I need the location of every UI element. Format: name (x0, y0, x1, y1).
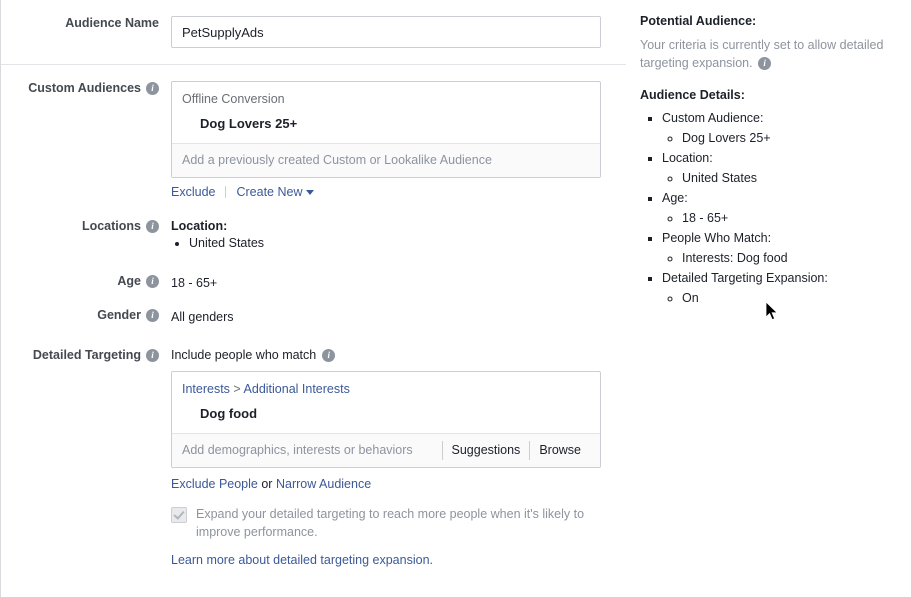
detailed-targeting-input-placeholder: Add demographics, interests or behaviors (182, 443, 413, 457)
or-text: or (261, 477, 273, 491)
custom-audiences-box (171, 81, 601, 178)
expansion-checkbox[interactable] (171, 507, 187, 523)
breadcrumb-leaf[interactable]: Additional Interests (243, 382, 350, 396)
age-row (1, 252, 626, 292)
narrow-audience-link[interactable]: Narrow Audience (275, 477, 372, 491)
info-icon[interactable]: i (146, 275, 159, 288)
location-title: Location: (171, 219, 228, 233)
gender-value: All genders (171, 310, 234, 324)
potential-audience-note-text: Your criteria is currently set to allow detailed targeting expansion. (640, 38, 884, 70)
info-icon[interactable]: i (146, 220, 159, 233)
audience-name-label (1, 16, 171, 30)
detailed-targeting-label-text: Detailed Targeting (32, 348, 141, 362)
locations-label (1, 219, 171, 233)
audience-name-input[interactable] (171, 16, 601, 48)
info-icon[interactable]: i (322, 349, 335, 362)
expansion-row (171, 505, 601, 541)
gender-row (1, 292, 626, 326)
locations-label-text: Locations (81, 219, 141, 233)
detailed-targeting-input-actions (442, 441, 591, 460)
breadcrumb-separator: > (233, 382, 241, 396)
suggestions-button[interactable]: Suggestions (442, 441, 530, 460)
audience-details-list (640, 108, 902, 308)
list-item (662, 228, 902, 268)
detailed-targeting-breadcrumb (182, 382, 590, 396)
include-people-label (171, 348, 614, 362)
detailed-targeting-selected (172, 372, 600, 433)
gender-label (1, 308, 171, 322)
detail-sublist (662, 168, 902, 188)
breadcrumb-root[interactable]: Interests (182, 382, 230, 396)
info-icon[interactable]: i (146, 309, 159, 322)
list-item: • United States (189, 235, 614, 252)
learn-more-link[interactable]: Learn more about detailed targeting expansion. (171, 553, 433, 567)
gender-value-wrap (171, 308, 614, 326)
custom-audience-group-label: Offline Conversion (182, 92, 285, 106)
locations-value-wrap (171, 219, 614, 252)
age-value-wrap (171, 274, 614, 292)
audience-name-label-text: Audience Name (65, 16, 159, 30)
list-item: ◦ United States (682, 168, 902, 188)
list-item (662, 148, 902, 188)
audience-name-field-wrap (171, 16, 614, 48)
detailed-targeting-input-row[interactable] (172, 433, 600, 467)
detail-sublist (662, 208, 902, 228)
info-icon[interactable]: i (146, 349, 159, 362)
detailed-targeting-label (1, 348, 171, 362)
info-icon[interactable]: i (146, 82, 159, 95)
audience-summary-panel (626, 0, 911, 597)
custom-audiences-field-wrap (171, 81, 614, 199)
list-item: ◦ Dog Lovers 25+ (682, 128, 902, 148)
detail-sublist (662, 288, 902, 308)
custom-audience-token[interactable]: Dog Lovers 25+ (200, 116, 298, 131)
custom-audiences-label (1, 81, 171, 95)
list-item (662, 188, 902, 228)
create-new-link[interactable]: Create New (236, 185, 303, 199)
age-label (1, 274, 171, 288)
custom-audiences-input-row[interactable] (172, 143, 600, 177)
detailed-targeting-row (1, 326, 626, 567)
potential-audience-title: Potential Audience: (640, 14, 757, 28)
custom-audiences-links (171, 185, 601, 199)
list-item (662, 108, 902, 148)
audience-form-column (1, 0, 626, 597)
include-people-label-text: Include people who match (171, 348, 317, 362)
expansion-text: Expand your detailed targeting to reach more people when it's likely to improve performance. (196, 507, 585, 539)
detailed-targeting-box (171, 371, 601, 468)
audience-details-title: Audience Details: (640, 88, 745, 102)
detailed-targeting-actions (171, 477, 601, 491)
detail-label: Detailed Targeting Expansion: (662, 271, 828, 285)
list-item: ◦ Interests: Dog food (682, 248, 902, 268)
detailed-targeting-field-wrap (171, 348, 614, 567)
exclude-link[interactable]: Exclude (171, 185, 216, 199)
detail-label: Location: (662, 151, 713, 165)
list-item: ◦ On (682, 288, 902, 308)
list-item: ◦ 18 - 65+ (682, 208, 902, 228)
custom-audiences-selected (172, 82, 600, 143)
detail-label: Custom Audience: (662, 111, 764, 125)
location-list (171, 235, 614, 252)
chevron-down-icon[interactable] (306, 190, 314, 195)
custom-audiences-input-placeholder: Add a previously created Custom or Lookalike Audience (182, 153, 492, 167)
detailed-targeting-token[interactable]: Dog food (200, 406, 258, 421)
gender-label-text: Gender (97, 308, 141, 322)
exclude-people-link[interactable]: Exclude People (171, 477, 258, 491)
detail-sublist (662, 128, 902, 148)
detail-sublist (662, 248, 902, 268)
age-value: 18 - 65+ (171, 276, 218, 290)
potential-audience-note (640, 36, 902, 72)
custom-audiences-label-text: Custom Audiences (28, 81, 141, 95)
link-divider (225, 186, 226, 198)
age-label-text: Age (117, 274, 141, 288)
browse-button[interactable]: Browse (529, 441, 590, 460)
detail-label: People Who Match: (662, 231, 772, 245)
list-item (662, 268, 902, 308)
info-icon[interactable]: i (758, 57, 771, 70)
audience-name-row (1, 0, 626, 65)
detail-label: Age: (662, 191, 688, 205)
custom-audiences-row (1, 65, 626, 199)
locations-row (1, 199, 626, 252)
learn-more-row (171, 553, 601, 567)
